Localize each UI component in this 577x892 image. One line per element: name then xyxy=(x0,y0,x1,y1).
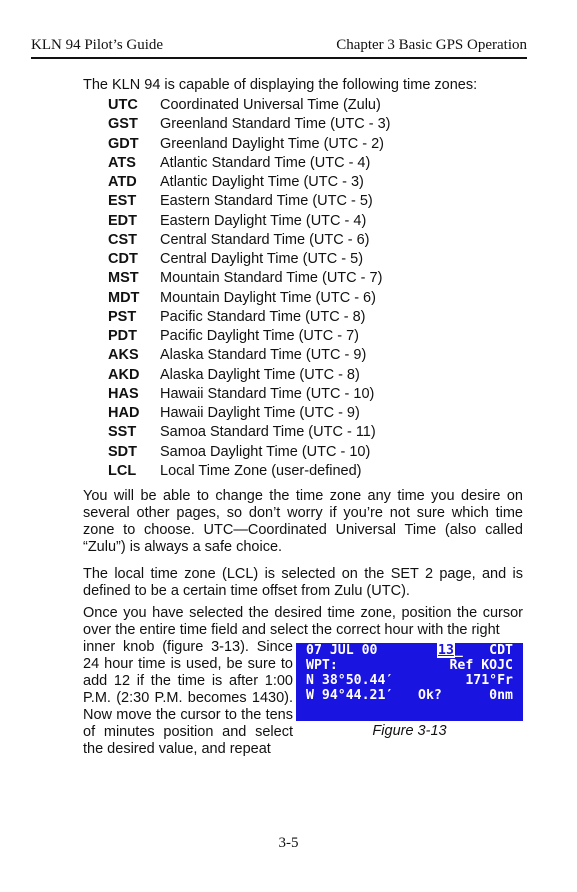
tz-code: PST xyxy=(108,308,137,325)
paragraph-time-zone-change: You will be able to change the time zone any time you desire on several other pages, so don’t worry if you’re not sure which time zone to choose. UTC—Coordinated Universal Time (also called “Zulu”) is always a safe choice. xyxy=(83,488,523,555)
hour-field: 13 xyxy=(438,643,454,658)
tz-code: ATD xyxy=(108,174,137,190)
tz-code: CDT xyxy=(108,251,138,267)
intro-text: The KLN 94 is capable of displaying the following time zones: xyxy=(83,77,478,93)
list-item xyxy=(108,231,390,250)
list-item xyxy=(108,443,390,462)
paragraph-select-time-continued: inner knob (figure 3-13). Since 24 hour time is used, be sure to add 12 if the time is after 1:00 P.M. (2:30 P.M. becomes 1430). Now move the cursor to the tens of minutes position and select the desired value, and repeat xyxy=(83,639,293,757)
list-item xyxy=(108,269,390,288)
tz-code: HAS xyxy=(108,385,139,402)
tz-code: AKD xyxy=(108,366,140,383)
paragraph-select-time: Once you have selected the desired time zone, position the cursor over the entire time field and select the correct hour with the right xyxy=(83,605,523,638)
list-item xyxy=(108,462,390,481)
tz-code: ATS xyxy=(108,154,136,171)
list-item xyxy=(108,250,390,269)
screen-ref: Ref KOJC xyxy=(449,658,513,673)
screen-wpt-label: WPT: xyxy=(306,658,338,673)
tz-desc: Samoa Daylight Time (UTC - 10) xyxy=(160,443,371,460)
screen-magnetic: 171°Fr xyxy=(465,673,513,688)
tz-desc: Central Daylight Time (UTC - 5) xyxy=(160,251,364,267)
tz-desc: Central Standard Time (UTC - 6) xyxy=(160,231,370,248)
list-item xyxy=(108,173,390,192)
screen-date: 07 JUL 00 xyxy=(306,643,378,658)
list-item xyxy=(108,96,390,115)
screen-ok-prompt: Ok? xyxy=(418,688,442,703)
tz-code: EST xyxy=(108,193,137,210)
tz-desc: Alaska Standard Time (UTC - 9) xyxy=(160,347,367,364)
tz-code: LCL xyxy=(108,462,137,479)
minute-cursor: _ xyxy=(454,643,463,658)
screen-time xyxy=(437,643,463,659)
tz-code: SST xyxy=(108,424,137,441)
list-item xyxy=(108,212,390,231)
paragraph-local-time-zone: The local time zone (LCL) is selected on the SET 2 page, and is defined to be a certain time offset from Zulu (UTC). xyxy=(83,566,523,599)
list-item xyxy=(108,385,390,404)
chapter-title: Chapter 3 Basic GPS Operation xyxy=(336,37,527,53)
tz-desc: Local Time Zone (user-defined) xyxy=(160,462,362,479)
list-item xyxy=(108,346,390,365)
screen-zone: CDT xyxy=(489,643,513,658)
list-item xyxy=(108,327,390,346)
tz-desc: Pacific Daylight Time (UTC - 7) xyxy=(160,328,360,344)
gps-display-screen xyxy=(296,643,523,721)
list-item xyxy=(108,404,390,423)
tz-desc: Pacific Standard Time (UTC - 8) xyxy=(160,308,366,325)
figure-caption: Figure 3-13 xyxy=(372,723,447,739)
tz-desc: Eastern Daylight Time (UTC - 4) xyxy=(160,212,367,229)
tz-desc: Greenland Standard Time (UTC - 3) xyxy=(160,116,391,133)
list-item xyxy=(108,366,390,385)
list-item xyxy=(108,289,390,308)
list-item xyxy=(108,115,390,134)
list-item xyxy=(108,423,390,442)
tz-desc: Coordinated Universal Time (Zulu) xyxy=(160,97,381,113)
tz-desc: Greenland Daylight Time (UTC - 2) xyxy=(160,135,385,152)
page-header xyxy=(31,33,527,59)
tz-desc: Alaska Daylight Time (UTC - 8) xyxy=(160,366,360,383)
tz-code: PDT xyxy=(108,328,137,344)
list-item xyxy=(108,135,390,154)
guide-title: KLN 94 Pilot’s Guide xyxy=(31,37,164,53)
tz-code: MDT xyxy=(108,289,140,306)
tz-desc: Atlantic Daylight Time (UTC - 3) xyxy=(160,174,364,190)
tz-code: AKS xyxy=(108,347,139,364)
tz-desc: Mountain Daylight Time (UTC - 6) xyxy=(160,289,376,306)
screen-latitude: N 38°50.44′ xyxy=(306,673,394,688)
tz-desc: Eastern Standard Time (UTC - 5) xyxy=(160,193,373,210)
page-number: 3-5 xyxy=(278,835,299,851)
list-item xyxy=(108,154,390,173)
screen-longitude: W 94°44.21′ xyxy=(306,688,394,703)
tz-code: HAD xyxy=(108,405,140,421)
list-item xyxy=(108,192,390,211)
tz-code: CST xyxy=(108,231,137,248)
tz-code: EDT xyxy=(108,212,137,229)
tz-code: GST xyxy=(108,116,138,133)
tz-desc: Hawaii Standard Time (UTC - 10) xyxy=(160,385,375,402)
list-item xyxy=(108,308,390,327)
tz-code: UTC xyxy=(108,97,138,113)
tz-code: MST xyxy=(108,270,139,287)
tz-desc: Atlantic Standard Time (UTC - 4) xyxy=(160,154,371,171)
tz-desc: Mountain Standard Time (UTC - 7) xyxy=(160,270,383,287)
tz-code: SDT xyxy=(108,443,137,460)
tz-desc: Hawaii Daylight Time (UTC - 9) xyxy=(160,405,360,421)
screen-distance: 0nm xyxy=(489,688,513,703)
time-zone-list xyxy=(108,96,390,481)
tz-desc: Samoa Standard Time (UTC - 11) xyxy=(160,424,376,441)
tz-code: GDT xyxy=(108,135,139,152)
